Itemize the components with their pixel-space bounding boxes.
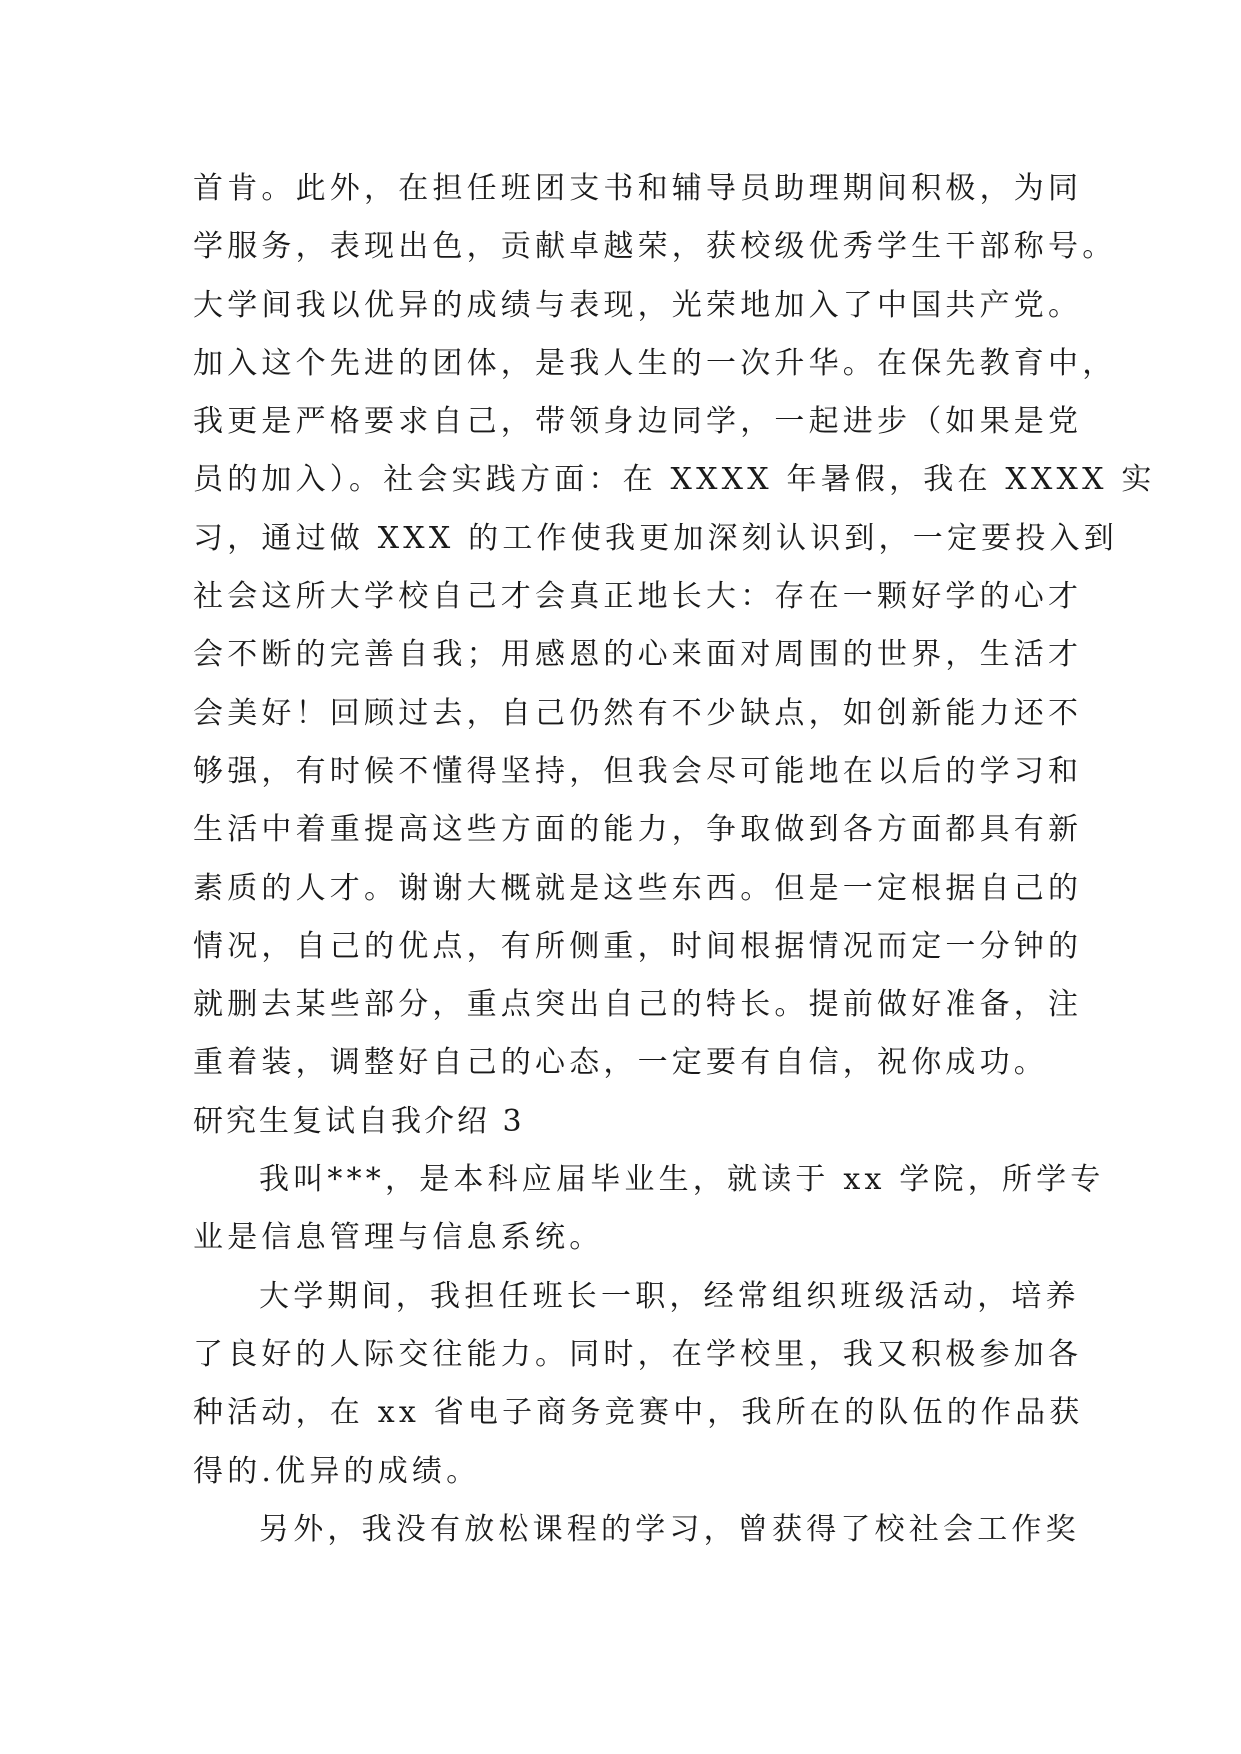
paragraph-line: 生活中着重提高这些方面的能力，争取做到各方面都具有新 [193,812,1083,848]
paragraph-line: 够强，有时候不懂得坚持，但我会尽可能地在以后的学习和 [193,753,1083,789]
paragraph-line: 大学期间，我担任班长一职，经常组织班级活动，培养 [259,1278,1080,1314]
paragraph-line: 重着装，调整好自己的心态，一定要有自信，祝你成功。 [193,1045,1048,1081]
paragraph-line: 了良好的人际交往能力。同时，在学校里，我又积极参加各 [193,1336,1083,1372]
paragraph-line: 种活动，在 xx 省电子商务竞赛中，我所在的队伍的作品获 [193,1395,1084,1431]
paragraph-line: 我更是严格要求自己，带领身边同学，一起进步（如果是党 [193,404,1083,440]
paragraph-line: 会美好！回顾过去，自己仍然有不少缺点，如创新能力还不 [193,695,1083,731]
paragraph-line: 情况，自己的优点，有所侧重，时间根据情况而定一分钟的 [193,928,1083,964]
paragraph-line: 我叫***，是本科应届毕业生，就读于 xx 学院，所学专 [259,1162,1105,1198]
paragraph-line: 学服务，表现出色，贡献卓越荣，获校级优秀学生干部称号。 [193,229,1117,265]
paragraph-line: 首肯。此外，在担任班团支书和辅导员助理期间积极，为同 [193,171,1083,206]
document-body [193,160,1156,1559]
paragraph-line: 加入这个先进的团体，是我人生的一次升华。在保先教育中， [193,345,1117,381]
paragraph-line: 会不断的完善自我；用感恩的心来面对周围的世界，生活才 [193,637,1083,673]
section-heading: 研究生复试自我介绍 3 [193,1103,525,1139]
paragraph-line: 社会这所大学校自己才会真正地长大：存在一颗好学的心才 [193,579,1083,615]
paragraph-line: 另外，我没有放松课程的学习，曾获得了校社会工作奖 [259,1511,1080,1547]
paragraph-line: 员的加入）。社会实践方面：在 XXXX 年暑假，我在 XXXX 实 [193,462,1156,498]
paragraph-line: 得的.优异的成绩。 [193,1453,481,1489]
paragraph-line: 素质的人才。谢谢大概就是这些东西。但是一定根据自己的 [193,870,1083,906]
paragraph-line: 大学间我以优异的成绩与表现，光荣地加入了中国共产党。 [193,287,1083,323]
paragraph-line: 就删去某些部分，重点突出自己的特长。提前做好准备，注 [193,987,1083,1023]
paragraph-line: 习，通过做 XXX 的工作使我更加深刻认识到，一定要投入到 [193,520,1118,556]
paragraph-line: 业是信息管理与信息系统。 [193,1220,604,1256]
